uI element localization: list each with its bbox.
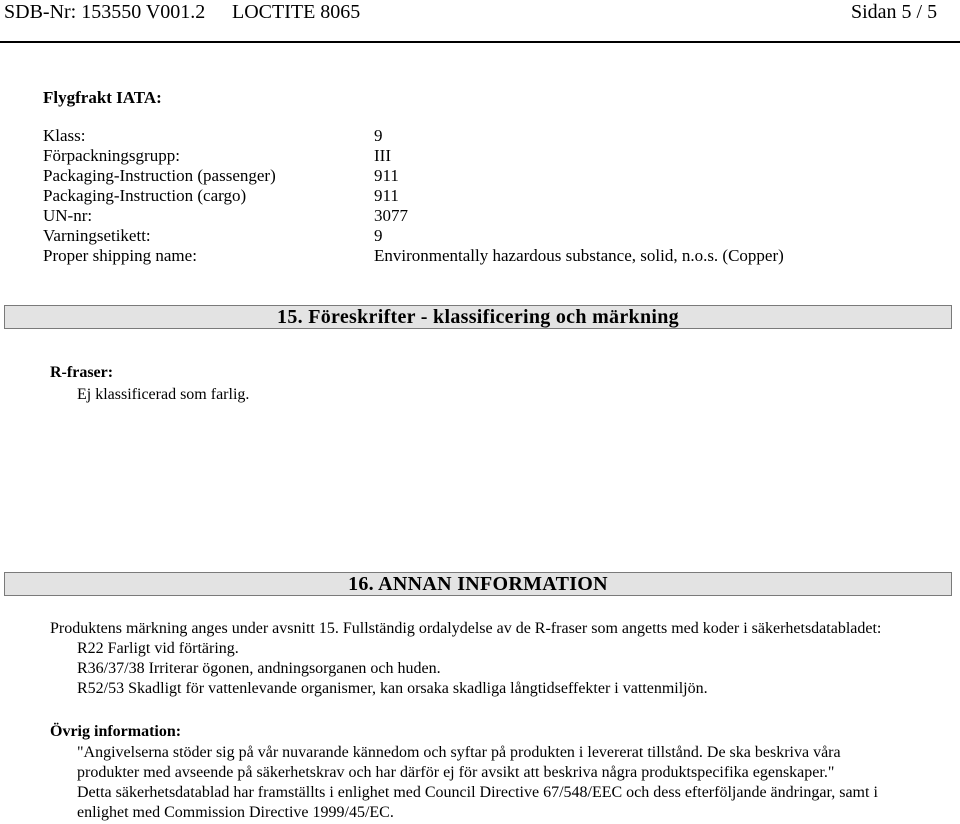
iata-value: III: [374, 146, 391, 165]
iata-label: Proper shipping name:: [43, 246, 197, 265]
other-info-label: Övrig information:: [50, 723, 182, 740]
r-phrases-label: R-fraser:: [50, 364, 114, 381]
iata-title: Flygfrakt IATA:: [43, 88, 162, 107]
product-name: LOCTITE 8065: [232, 1, 361, 23]
iata-label: Packaging-Instruction (cargo): [43, 186, 247, 205]
document-id: SDB-Nr: 153550 V001.2: [4, 1, 206, 23]
iata-label: Packaging-Instruction (passenger): [43, 166, 276, 185]
labeling-intro: Produktens märkning anges under avsnitt 15. Fullständig ordalydelse av de R-fraser som angetts med koder i säkerhetsdatabladet:: [50, 620, 882, 637]
iata-row-warning-label: [43, 226, 383, 246]
iata-row-class: [43, 126, 383, 146]
iata-value: 911: [374, 166, 399, 185]
other-info-line: produkter med avseende på säkerhetskrav och har därför ej för avsikt att beskriva några produktspecifika egenskaper.": [77, 764, 835, 781]
iata-label: Förpackningsgrupp:: [43, 146, 180, 165]
iata-value: 911: [374, 186, 399, 205]
iata-value: 9: [374, 226, 383, 245]
iata-row-packing-group: [43, 146, 391, 166]
iata-label: Varningsetikett:: [43, 226, 151, 245]
iata-label: Klass:: [43, 126, 86, 145]
section-15-title: 15. Föreskrifter - klassificering och märkning: [277, 306, 679, 328]
iata-value: 9: [374, 126, 383, 145]
section-15-header: [4, 305, 952, 329]
r-phrase-item: R22 Farligt vid förtäring.: [77, 640, 239, 657]
iata-row-un-number: [43, 206, 408, 226]
iata-label: UN-nr:: [43, 206, 93, 225]
other-info-line: enlighet med Commission Directive 1999/45/EC.: [77, 804, 394, 821]
header-rule: [0, 41, 960, 43]
r-phrase-item: R52/53 Skadligt för vattenlevande organismer, kan orsaka skadliga långtidseffekter i vattenmiljön.: [77, 680, 708, 697]
iata-value: 3077: [374, 206, 408, 225]
iata-row-packaging-cargo: [43, 186, 399, 206]
iata-row-packaging-passenger: [43, 166, 399, 186]
r-phrases-text: Ej klassificerad som farlig.: [77, 386, 250, 403]
other-info-line: Detta säkerhetsdatablad har framställts i enlighet med Council Directive 67/548/EEC och dess efterföljande ändringar, samt i: [77, 784, 878, 801]
page-number: Sidan 5 / 5: [851, 1, 938, 23]
other-info-line: "Angivelserna stöder sig på vår nuvarande kännedom och syftar på produkten i levererat tillstånd. De ska beskriva våra: [77, 744, 841, 761]
r-phrase-item: R36/37/38 Irriterar ögonen, andningsorganen och huden.: [77, 660, 441, 677]
section-16-title: 16. ANNAN INFORMATION: [348, 573, 608, 595]
section-16-header: [4, 572, 952, 596]
iata-row-shipping-name: [43, 246, 784, 266]
iata-value: Environmentally hazardous substance, solid, n.o.s. (Copper): [374, 246, 784, 265]
